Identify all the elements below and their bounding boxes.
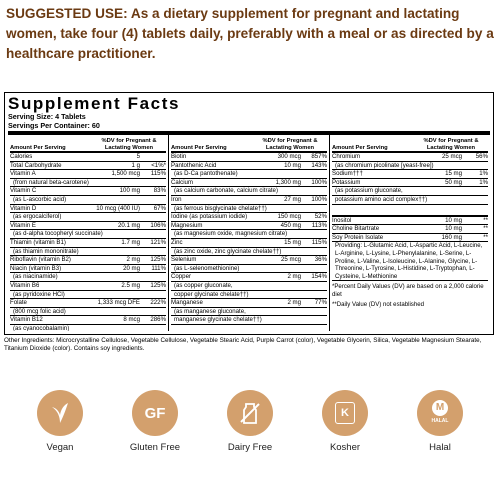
facts-column-3 xyxy=(329,135,490,331)
nutrient-name: Vitamin E xyxy=(10,221,36,229)
nutrient-row xyxy=(10,162,166,171)
nutrient-dv: 56% xyxy=(475,153,488,160)
nutrient-name: Soy Protein Isolate xyxy=(332,233,384,241)
nutrient-source: (800 mcg folic acid) xyxy=(10,308,166,317)
dv-header: %DV for Pregnant & Lactating Women xyxy=(262,138,318,151)
nutrient-amount: 10 mg xyxy=(445,216,462,224)
dv-header: %DV for Pregnant & Lactating Women xyxy=(101,138,157,151)
nutrient-amount: 15 mg xyxy=(284,238,301,246)
nutrient-row xyxy=(10,299,166,308)
badge-label: Kosher xyxy=(329,442,361,453)
serving-size: Serving Size: 4 Tablets xyxy=(8,112,86,121)
nutrient-dv: 52% xyxy=(314,213,327,221)
nutrient-source: manganese glycinate chelate††) xyxy=(171,316,327,325)
dv-header: %DV for Pregnant & Lactating Women xyxy=(423,138,479,151)
badge-label: Halal xyxy=(429,442,451,453)
nutrient-source: (as d-alpha tocopheryl succinate) xyxy=(10,230,166,239)
protein-note: Providing: L-Glutamic Acid, L-Aspartic Acid, L-Leucine, L-Arginine, L-Lysine, L-Phenylalanine, L-Serine, L-Proline, L-Valine, L-Isoleucine, L-Alanine, Glycine, L-Threonine, L-Tyrosine, L-Histidine, L-Tryptophan, L-Cysteine, L-Methionine xyxy=(332,242,488,281)
nutrient-row xyxy=(171,239,327,248)
supplement-facts-panel xyxy=(4,92,494,335)
nutrient-dv: 36% xyxy=(314,256,327,264)
nutrient-amount: 20.1 mg xyxy=(117,221,140,229)
gf-mark: GF xyxy=(144,404,166,422)
supplement-facts-title: Supplement Facts xyxy=(8,94,181,113)
nutrient-amount: 450 mg xyxy=(280,221,301,229)
nutrient-row xyxy=(10,282,166,291)
nutrient-name: Thiamin (vitamin B1) xyxy=(10,238,66,246)
nutrient-name: Folate xyxy=(10,299,27,307)
nutrient-amount: 1.7 mg xyxy=(121,238,140,246)
nutrient-amount: 10 mcg (400 IU) xyxy=(96,204,140,212)
kosher-mark: K xyxy=(335,402,355,424)
nutrient-source: potassium amino acid complex††) xyxy=(332,196,488,205)
nutrient-amount: 8 mcg xyxy=(123,316,140,324)
nutrient-amount: 1,333 mcg DFE xyxy=(97,299,140,307)
badge-label: Gluten Free xyxy=(129,442,181,453)
nutrient-dv: 286% xyxy=(150,316,166,324)
badge-gluten-free xyxy=(110,390,200,453)
nutrient-row xyxy=(332,153,488,162)
nutrient-dv: 100% xyxy=(311,195,327,203)
nutrient-name: Biotin xyxy=(171,153,187,160)
leaf-icon xyxy=(37,390,83,436)
nutrient-row xyxy=(10,222,166,231)
nutrient-name: Calories xyxy=(10,153,33,160)
nutrient-amount: 25 mcg xyxy=(442,153,462,160)
halal-mark-sub: HALAL xyxy=(431,418,449,424)
nutrient-source: (as ergocalciferol) xyxy=(10,213,166,222)
nutrient-name: Sodium††† xyxy=(332,170,363,178)
nutrient-row xyxy=(171,153,327,162)
nutrient-row xyxy=(10,187,166,196)
halal-mark: M xyxy=(432,400,448,416)
nutrient-row xyxy=(10,265,166,274)
nutrient-dv: 143% xyxy=(311,161,327,169)
suggested-use xyxy=(6,4,494,64)
nutrient-dv: 125% xyxy=(150,256,166,264)
nutrient-amount: 15 mg xyxy=(445,170,462,178)
nutrient-source: (as copper gluconate, xyxy=(171,282,327,291)
nutrient-amount: 2 mg xyxy=(287,273,301,281)
nutrient-source: (as calcium carbonate, calcium citrate) xyxy=(171,187,327,196)
nutrient-dv: 1% xyxy=(479,178,488,186)
nutrient-row xyxy=(171,179,327,188)
column-header xyxy=(171,135,327,153)
nutrient-name: Vitamin C xyxy=(10,187,37,195)
nutrient-source: (as D-Ca pantothenate) xyxy=(171,170,327,179)
dairy-free-icon xyxy=(227,390,273,436)
nutrient-amount: 10 mg xyxy=(284,161,301,169)
nutrient-amount: 160 mg xyxy=(441,233,462,241)
badge-label: Dairy Free xyxy=(227,442,273,453)
nutrient-row xyxy=(332,217,488,226)
nutrient-source: (from natural beta-carotene) xyxy=(10,179,166,188)
nutrient-row xyxy=(171,196,327,205)
nutrient-amount: 1 g xyxy=(131,161,140,169)
nutrient-name: Calcium xyxy=(171,178,194,186)
nutrient-name: Total Carbohydrate xyxy=(10,161,62,169)
nutrient-row xyxy=(171,299,327,308)
nutrient-dv: 154% xyxy=(311,273,327,281)
suggested-use-lead: SUGGESTED USE: xyxy=(6,6,128,21)
nutrient-row xyxy=(10,316,166,325)
nutrient-source: (as zinc oxide, zinc glycinate chelate††) xyxy=(171,248,327,257)
nutrient-source: (as manganese gluconate, xyxy=(171,308,327,317)
nutrient-amount: 50 mg xyxy=(445,178,462,186)
badge-label: Vegan xyxy=(46,442,74,453)
nutrient-name: Niacin (vitamin B3) xyxy=(10,264,62,272)
nutrient-source: (as niacinamide) xyxy=(10,273,166,282)
nutrient-amount: 1,300 mg xyxy=(275,178,301,186)
nutrient-dv: 67% xyxy=(153,204,166,212)
nutrient-dv: 77% xyxy=(314,299,327,307)
badge-vegan xyxy=(15,390,105,453)
amount-header: Amount Per Serving xyxy=(171,144,227,151)
nutrient-dv: ** xyxy=(483,225,488,233)
nutrient-dv: ** xyxy=(483,216,488,224)
amount-header: Amount Per Serving xyxy=(10,144,66,151)
nutrient-name: Riboflavin (vitamin B2) xyxy=(10,256,71,264)
nutrient-row xyxy=(171,213,327,222)
column-header xyxy=(10,135,166,153)
nutrient-row xyxy=(171,162,327,171)
nutrient-dv: 83% xyxy=(153,187,166,195)
nutrient-source: (as ferrous bisglycinate chelate††) xyxy=(171,205,327,214)
nutrient-name: Choline Bitartrate xyxy=(332,225,380,233)
nutrient-dv: 222% xyxy=(150,299,166,307)
nutrient-row xyxy=(10,256,166,265)
nutrient-dv: 115% xyxy=(150,170,166,178)
dv-footnote: *Percent Daily Values (DV) are based on a 2,000 calorie diet xyxy=(332,283,484,298)
nutrient-name: Pantothenic Acid xyxy=(171,161,217,169)
nutrient-source: (as pyridoxine HCl) xyxy=(10,291,166,300)
servings-per-container: Servings Per Container: 60 xyxy=(8,120,100,130)
nutrient-row xyxy=(332,170,488,179)
nutrient-amount: 27 mg xyxy=(284,195,301,203)
certification-badges xyxy=(0,390,500,470)
suggested-use-text: As a dietary supplement for pregnant and lactating women, take four (4) tablets daily, preferably with a meal or as directed by a healthcare practitioner. xyxy=(6,6,494,61)
nutrient-name: Iron xyxy=(171,195,182,203)
nutrient-amount: 100 mg xyxy=(119,187,140,195)
nutrient-name: Vitamin D xyxy=(10,204,37,212)
badge-kosher xyxy=(300,390,390,453)
badge-dairy-free xyxy=(205,390,295,453)
nutrient-dv: ** xyxy=(483,233,488,241)
nutrient-amount: 20 mg xyxy=(123,264,140,272)
nutrient-source: (as L-selenomethionine) xyxy=(171,265,327,274)
nutrient-amount: 300 mcg xyxy=(277,153,301,160)
nutrient-row xyxy=(10,170,166,179)
nutrient-amount: 2.5 mg xyxy=(121,281,140,289)
badge-halal xyxy=(395,390,485,453)
nutrient-name: Vitamin A xyxy=(10,170,36,178)
halal-icon xyxy=(417,390,463,436)
nutrient-name: Selenium xyxy=(171,256,197,264)
kosher-icon xyxy=(322,390,368,436)
nutrient-name: Inositol xyxy=(332,216,352,224)
nutrient-source: (as magnesium oxide, magnesium citrate) xyxy=(171,230,327,239)
nutrient-name: Copper xyxy=(171,273,191,281)
nutrient-dv: 106% xyxy=(150,221,166,229)
nutrient-dv: <1%* xyxy=(151,161,166,169)
nutrient-amount: 25 mcg xyxy=(281,256,301,264)
facts-columns xyxy=(8,135,490,331)
nutrient-amount: 2 mg xyxy=(126,256,140,264)
nutrient-row xyxy=(171,222,327,231)
nutrient-name: Magnesium xyxy=(171,221,203,229)
nutrient-name: Potassium xyxy=(332,178,361,186)
nutrient-amount: 5 xyxy=(136,153,140,160)
nutrient-dv: 113% xyxy=(311,221,327,229)
nutrient-row xyxy=(171,256,327,265)
facts-column-2 xyxy=(168,135,329,331)
nutrient-row xyxy=(171,273,327,282)
nutrient-source: (as potassium gluconate, xyxy=(332,187,488,196)
nutrient-row xyxy=(10,239,166,248)
section-divider xyxy=(332,205,488,217)
nutrient-amount: 1,500 mcg xyxy=(111,170,140,178)
nutrient-row xyxy=(10,153,166,162)
nutrient-name: Zinc xyxy=(171,238,183,246)
nutrient-row xyxy=(332,179,488,188)
nutrient-dv: 115% xyxy=(311,238,327,246)
nutrient-source: (as cyanocobalamin) xyxy=(10,325,166,331)
nutrient-name: Iodine (as potassium iodide) xyxy=(171,213,248,221)
nutrient-amount: 2 mg xyxy=(287,299,301,307)
nutrient-amount: 150 mcg xyxy=(277,213,301,221)
nutrient-source: (as L-ascorbic acid) xyxy=(10,196,166,205)
nutrient-dv: 100% xyxy=(311,178,327,186)
nutrient-dv: 857% xyxy=(311,153,327,160)
dv-footnote: **Daily Value (DV) not established xyxy=(332,300,425,308)
other-ingredients: Other Ingredients: Microcrystalline Cellulose, Vegetable Cellulose, Vegetable Stearic Acid, Purple Carrot (color), Vegetable Glycerin, Silica, Vegetable Magnesium Stearate, Titanium Dioxide (color). Contains soy ingredients. xyxy=(4,337,482,352)
facts-column-1 xyxy=(8,135,168,331)
nutrient-dv: 111% xyxy=(151,264,166,272)
nutrient-row xyxy=(332,225,488,234)
amount-header: Amount Per Serving xyxy=(332,144,388,151)
nutrient-source: copper glycinate chelate††) xyxy=(171,291,327,300)
gf-icon xyxy=(132,390,178,436)
nutrient-dv: 125% xyxy=(150,281,166,289)
nutrient-name: Vitamin B12 xyxy=(10,316,43,324)
nutrient-amount: 10 mg xyxy=(445,225,462,233)
nutrient-row xyxy=(10,205,166,214)
nutrient-name: Vitamin B6 xyxy=(10,281,40,289)
nutrient-source: (as chromium picolinate [yeast-free]) xyxy=(332,162,488,171)
nutrient-dv: 121% xyxy=(150,238,166,246)
nutrient-name: Manganese xyxy=(171,299,203,307)
nutrient-name: Chromium xyxy=(332,153,361,160)
nutrient-dv: 1% xyxy=(479,170,488,178)
nutrient-dv xyxy=(140,153,166,161)
column-header xyxy=(332,135,488,153)
nutrient-source: (as thiamin mononitrate) xyxy=(10,248,166,257)
nutrient-row xyxy=(332,234,488,243)
